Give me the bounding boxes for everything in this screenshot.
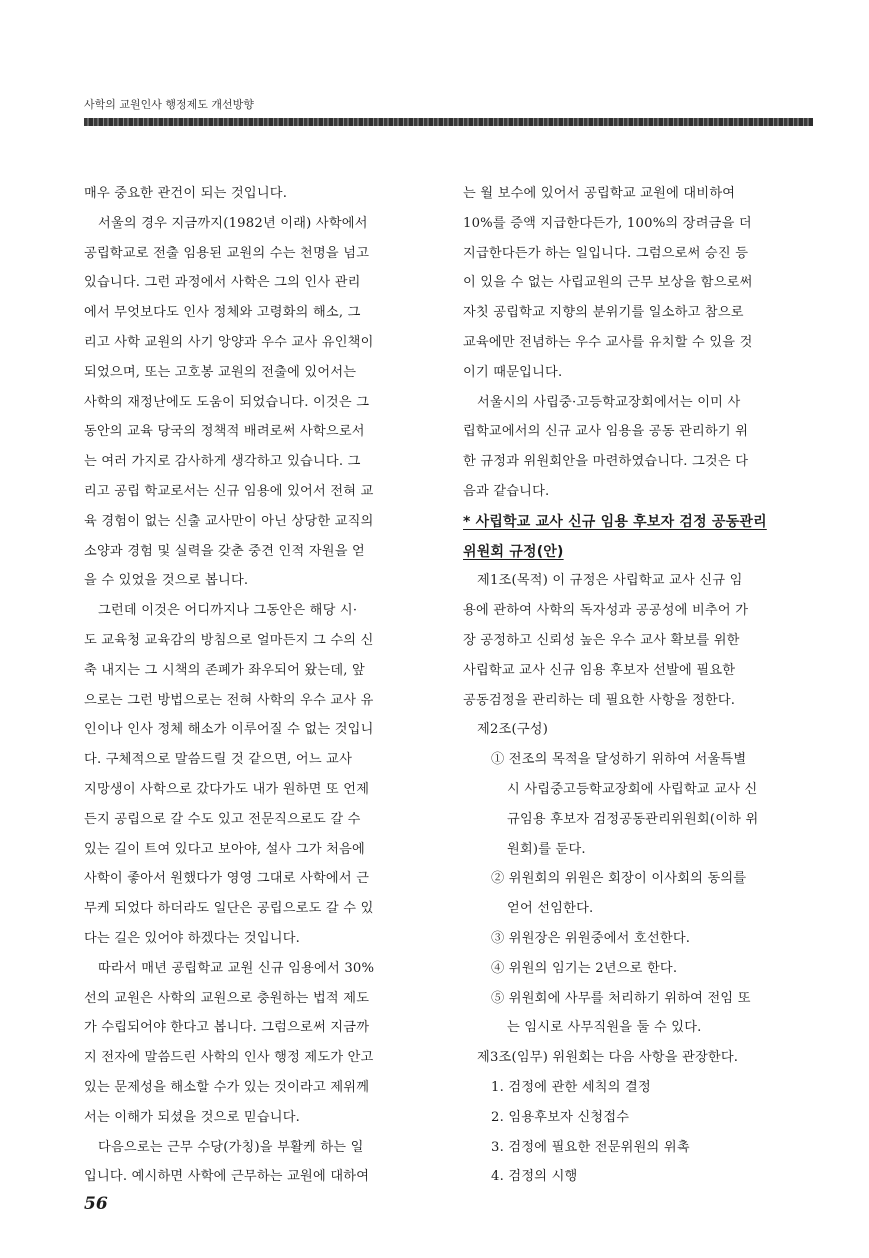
clause-line: ⑤ 위원회에 사무를 처리하기 위하여 전임 또 — [491, 990, 751, 1006]
clause-line: 규임용 후보자 검정공동관리위원회(이하 위 — [507, 811, 759, 827]
text-line: 서울시의 사립중·고등학교장회에서는 이미 사 — [477, 394, 741, 410]
regulation-heading: * 사립학교 교사 신규 임용 후보자 검정 공동관리 — [463, 513, 767, 530]
text-line: 있는 길이 트여 있다고 보아야, 설사 그가 처음에 — [84, 841, 365, 857]
list-item: 3. 검정에 필요한 전문위원의 위촉 — [491, 1139, 690, 1155]
text-line: 다음으로는 근무 수당(가칭)을 부활케 하는 일 — [98, 1139, 364, 1155]
text-line: 그런데 이것은 어디까지나 그동안은 해당 시· — [98, 603, 358, 619]
list-item: 1. 검정에 관한 세칙의 결정 — [491, 1079, 651, 1095]
text-line: 에서 무엇보다도 인사 정체와 고령화의 해소, 그 — [84, 305, 361, 321]
text-line: 동안의 교육 당국의 정책적 배려로써 사학으로서 — [84, 424, 365, 440]
text-line: 서는 이해가 되셨을 것으로 믿습니다. — [84, 1109, 301, 1125]
text-line: 음과 같습니다. — [463, 483, 550, 499]
page-number: 56 — [84, 1194, 108, 1214]
text-line: 인이나 인사 정체 해소가 이루어질 수 없는 것입니 — [84, 722, 374, 738]
clause-line: ① 전조의 목적을 달성하기 위하여 서울특별 — [491, 752, 747, 768]
text-line: 립학교에서의 신규 교사 임용을 공동 관리하기 위 — [463, 424, 749, 440]
text-line: 따라서 매년 공립학교 교원 신규 임용에서 30% — [98, 960, 375, 976]
text-line: 든지 공립으로 갈 수도 있고 전문직으로도 갈 수 — [84, 811, 361, 827]
text-line: 지 전자에 말씀드린 사학의 인사 행정 제도가 안고 — [84, 1050, 374, 1066]
clause-line: 원회)를 둔다. — [507, 841, 586, 857]
text-line: 리고 사학 교원의 사기 앙양과 우수 교사 유인책이 — [84, 334, 374, 350]
running-header: 사학의 교원인사 행정제도 개선방향 — [84, 98, 254, 111]
text-line: 매우 중요한 관건이 되는 것입니다. — [84, 186, 288, 201]
clause-line: 얻어 선임한다. — [507, 901, 594, 917]
article-line: 제2조(구성) — [477, 722, 549, 738]
text-line: 용에 관하여 사학의 독자성과 공공성에 비추어 가 — [463, 603, 749, 619]
text-line: 사학이 좋아서 원했다가 영영 그대로 사학에서 근 — [84, 871, 370, 887]
text-line: 공립학교로 전출 임용된 교원의 수는 천명을 넘고 — [84, 245, 370, 261]
clause-line: 는 임시로 사무직원을 둘 수 있다. — [507, 1020, 702, 1036]
text-line: 이기 때문입니다. — [463, 364, 563, 380]
text-line: 는 여러 가지로 감사하게 생각하고 있습니다. 그 — [84, 454, 361, 470]
text-line: 도 교육청 교육감의 방침으로 얼마든지 그 수의 신 — [84, 632, 374, 648]
text-line: 가 수립되어야 한다고 봅니다. 그럼으로써 지금까 — [84, 1020, 370, 1036]
text-line: 입니다. 예시하면 사학에 근무하는 교원에 대하여 — [84, 1169, 370, 1185]
text-line: 지급한다든가 하는 일입니다. 그럼으로써 승진 등 — [463, 245, 749, 261]
text-line: 사립학교 교사 신규 임용 후보자 선발에 필요한 — [463, 662, 736, 678]
right-column — [463, 184, 815, 1197]
text-line: 축 내지는 그 시책의 존폐가 좌우되어 왔는데, 앞 — [84, 662, 365, 678]
clause-line: 시 사립중고등학교장회에 사립학교 교사 신 — [507, 781, 758, 797]
text-line: 되었으며, 또는 고호봉 교원의 전출에 있어서는 — [84, 364, 357, 380]
text-line: 있는 문제성을 해소할 수가 있는 것이라고 제위께 — [84, 1079, 370, 1095]
clause-line: ④ 위원의 임기는 2년으로 한다. — [491, 960, 678, 976]
text-line: 공동검정을 관리하는 데 필요한 사항을 정한다. — [463, 692, 736, 708]
text-line: 장 공정하고 신뢰성 높은 우수 교사 확보를 위한 — [463, 632, 740, 648]
text-line: 을 수 있었을 것으로 봅니다. — [84, 573, 249, 589]
header-rule — [84, 118, 813, 126]
text-line: 다는 길은 있어야 하겠다는 것입니다. — [84, 930, 301, 946]
text-line: 다. 구체적으로 말씀드릴 것 같으면, 어느 교사 — [84, 752, 353, 768]
article-line: 제3조(임무) 위원회는 다음 사항을 관장한다. — [477, 1050, 739, 1066]
clause-line: ③ 위원장은 위원중에서 호선한다. — [491, 930, 691, 946]
text-line: 는 월 보수에 있어서 공립학교 교원에 대비하여 — [463, 186, 736, 201]
text-line: 교육에만 전념하는 우수 교사를 유치할 수 있을 것 — [463, 334, 753, 350]
left-column — [84, 184, 436, 1197]
text-line: 소양과 경험 및 실력을 갖춘 중견 인적 자원을 얻 — [84, 543, 365, 559]
text-line: 이 있을 수 없는 사립교원의 근무 보상을 함으로써 — [463, 275, 753, 291]
text-line: 리고 공립 학교로서는 신규 임용에 있어서 전혀 교 — [84, 483, 374, 499]
text-line: 한 규정과 위원회안을 마련하였습니다. 그것은 다 — [463, 454, 749, 470]
text-line: 자칫 공립학교 지향의 분위기를 일소하고 참으로 — [463, 305, 744, 321]
text-line: 서울의 경우 지금까지(1982년 이래) 사학에서 — [98, 215, 368, 231]
list-item: 4. 검정의 시행 — [491, 1169, 578, 1185]
text-line: 있습니다. 그런 과정에서 사학은 그의 인사 관리 — [84, 275, 361, 291]
list-item: 2. 임용후보자 신청접수 — [491, 1109, 630, 1125]
text-line: 사학의 재정난에도 도움이 되었습니다. 이것은 그 — [84, 394, 370, 410]
text-line: 10%를 증액 지급한다든가, 100%의 장려금을 더 — [463, 215, 752, 231]
text-line: 육 경험이 없는 신출 교사만이 아닌 상당한 교직의 — [84, 513, 374, 529]
article-line: 제1조(목적) 이 규정은 사립학교 교사 신규 임 — [477, 573, 743, 589]
text-line: 무케 되었다 하더라도 일단은 공립으로도 갈 수 있 — [84, 901, 374, 917]
regulation-heading: 위원회 규정(안) — [463, 543, 564, 560]
text-line: 지망생이 사학으로 갔다가도 내가 원하면 또 언제 — [84, 781, 370, 797]
text-line: 선의 교원은 사학의 교원으로 충원하는 법적 제도 — [84, 990, 370, 1006]
text-line: 으로는 그런 방법으로는 전혀 사학의 우수 교사 유 — [84, 692, 374, 708]
clause-line: ② 위원회의 위원은 회장이 이사회의 동의를 — [491, 871, 747, 887]
